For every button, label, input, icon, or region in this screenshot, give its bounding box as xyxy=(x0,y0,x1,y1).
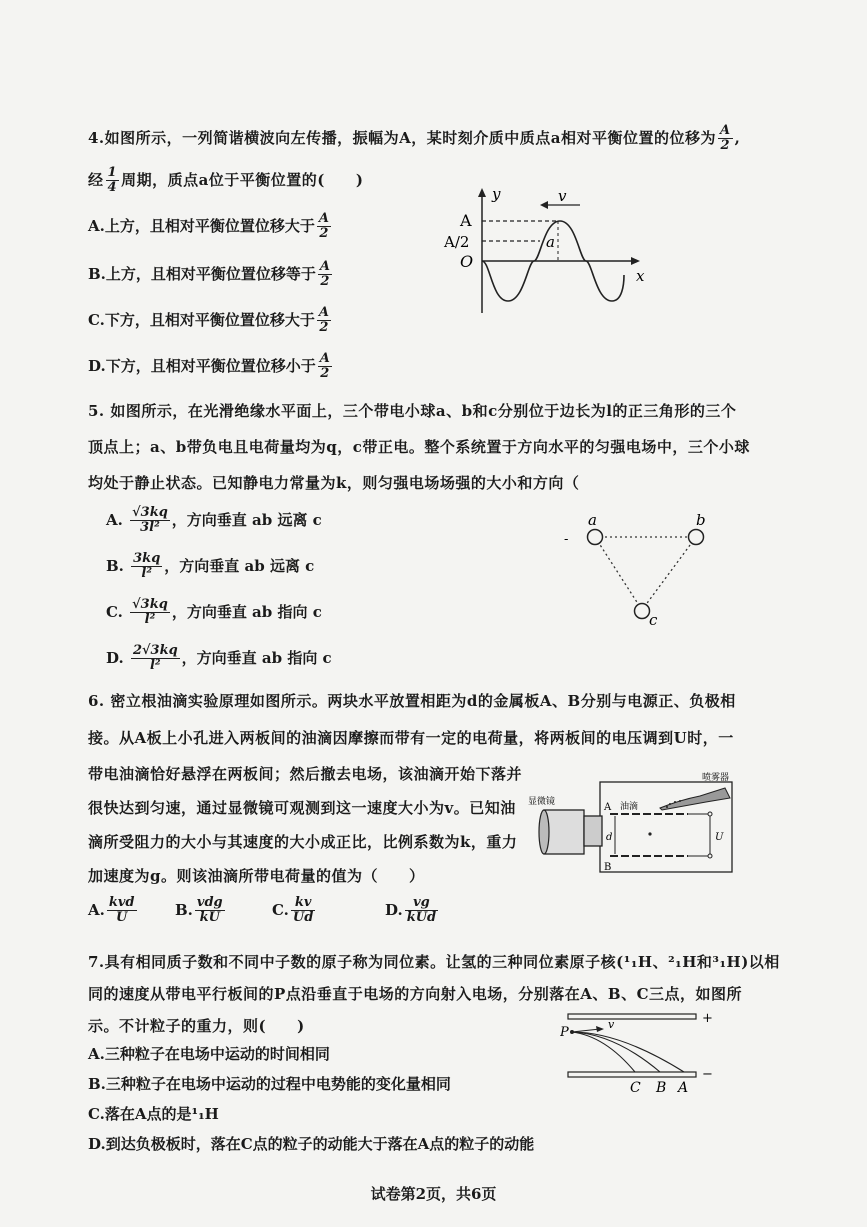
trajectory-a xyxy=(572,1032,684,1072)
frac-den: U xyxy=(116,910,128,926)
frac-den: 4 xyxy=(107,180,118,196)
ball-b xyxy=(689,530,704,545)
q6-option-c[interactable] xyxy=(272,896,317,926)
b-label: B xyxy=(656,1080,667,1096)
ball-c xyxy=(635,604,650,619)
option-frac xyxy=(195,896,225,926)
velocity-arrow xyxy=(572,1029,600,1032)
option-text: ，方向垂直 ab 指向 c xyxy=(171,602,322,621)
option-label: A. xyxy=(106,510,123,529)
y-label: y xyxy=(492,185,501,203)
q6-option-d[interactable] xyxy=(385,896,440,926)
q4-line1-frac xyxy=(718,124,733,154)
q6-line1: 6. 密立根油滴实验原理如图所示。两块水平放置相距为d的金属板A、B分别与电源正、负极相 xyxy=(88,692,736,710)
frac-num: 3kq xyxy=(133,551,161,566)
q7-option-a[interactable]: A.三种粒子在电场中运动的时间相同 xyxy=(88,1045,330,1063)
frac-den: l² xyxy=(149,658,161,674)
frac-num: 2√3kq xyxy=(132,643,178,658)
frac-num: kvd xyxy=(108,895,135,910)
label-b: b xyxy=(696,511,706,529)
frac-den: l² xyxy=(141,566,153,582)
side-ac xyxy=(595,537,642,610)
frac-num: kv xyxy=(291,896,315,911)
sprayer-label: 喷雾器 xyxy=(702,773,730,783)
option-frac xyxy=(318,260,332,290)
q6-line6: 加速度为g。则该油滴所带电荷量的值为（ ） xyxy=(88,867,425,885)
option-frac xyxy=(318,352,332,382)
frac-den: Ud xyxy=(292,910,314,926)
microscope-lens xyxy=(539,810,549,854)
point-p xyxy=(570,1030,574,1034)
option-frac xyxy=(131,644,180,674)
q4-line1-text: 4.如图所示，一列简谐横波向左传播，振幅为A，某时刻介质中质点a相对平衡位置的位移为 xyxy=(88,128,717,147)
frac-num: √3kq xyxy=(132,597,168,612)
frac-num: A xyxy=(318,211,329,226)
page-footer: 试卷第2页，共6页 xyxy=(370,1185,497,1203)
option-label: B. xyxy=(175,900,193,919)
frac-num: vg xyxy=(405,896,438,911)
option-text: ，方向垂直 ab 远离 c xyxy=(164,556,315,575)
option-label: D. xyxy=(385,900,403,919)
q7-option-c[interactable]: C.落在A点的是¹₁H xyxy=(88,1105,219,1123)
q4-line2 xyxy=(88,166,363,196)
option-text: D.下方，且相对平衡位置位移小于 xyxy=(88,356,316,375)
option-text: ，方向垂直 ab 指向 c xyxy=(181,648,332,667)
minus-mark: - xyxy=(564,532,569,547)
q7-line2: 同的速度从带电平行板间的P点沿垂直于电场的方向射入电场，分别落在A、B、C三点，如图所 xyxy=(88,985,743,1003)
q7-line1: 7.具有相同质子数和不同中子数的原子称为同位素。让氢的三种同位素原子核(¹₁H、²₁H和³₁H)以相 xyxy=(88,953,780,971)
velocity-arrow-head xyxy=(596,1026,604,1032)
half-amplitude-label: A/2 xyxy=(444,233,470,251)
frac-den: 2 xyxy=(319,226,329,242)
distance-label: d xyxy=(606,832,613,843)
q6-line4: 很快达到匀速，通过显微镜可观测到这一速度大小为v。已知油 xyxy=(88,799,516,817)
q7-option-d[interactable]: D.到达负极板时，落在C点的粒子的动能大于落在A点的粒子的动能 xyxy=(88,1135,535,1153)
q7-option-b[interactable]: B.三种粒子在电场中运动的过程中电势能的变化量相同 xyxy=(88,1075,451,1093)
x-axis-arrow xyxy=(631,257,640,265)
q5-option-b[interactable] xyxy=(106,552,314,582)
option-frac xyxy=(130,506,170,536)
option-frac xyxy=(317,306,331,336)
p-label: P xyxy=(560,1025,569,1040)
option-text: A.上方，且相对平衡位置位移大于 xyxy=(88,216,315,235)
option-text: C.下方，且相对平衡位置位移大于 xyxy=(88,310,315,329)
q6-apparatus-figure xyxy=(520,768,745,876)
sprayer-nozzle xyxy=(660,788,730,810)
q4-line2-frac xyxy=(106,166,120,196)
option-frac xyxy=(317,212,331,242)
velocity-arrow-head xyxy=(540,201,548,209)
c-label: C xyxy=(630,1080,641,1096)
frac-den: 2 xyxy=(319,320,329,336)
option-frac xyxy=(107,896,137,926)
option-frac xyxy=(130,598,170,628)
option-frac xyxy=(405,896,438,926)
q5-line1: 5. 如图所示，在光滑绝缘水平面上，三个带电小球a、b和c分别位于边长为l的正三角形的三个 xyxy=(88,402,737,420)
option-label: A. xyxy=(88,900,105,919)
option-label: C. xyxy=(106,602,123,621)
frac-den: 3l² xyxy=(140,520,160,536)
q4-option-d[interactable] xyxy=(88,352,334,382)
x-label: x xyxy=(636,267,645,285)
ball-a xyxy=(588,530,603,545)
q5-triangle-figure xyxy=(560,510,720,630)
a-label: A xyxy=(678,1080,689,1096)
q4-line2-pre: 经 xyxy=(88,170,104,189)
q6-line2: 接。从A板上小孔进入两板间的油滴因摩擦而带有一定的电荷量，将两板间的电压调到U时，一 xyxy=(88,729,734,747)
q5-option-c[interactable] xyxy=(106,598,322,628)
q4-wave-figure xyxy=(440,185,660,320)
q5-line3: 均处于静止状态。已知静电力常量为k，则匀强电场场强的大小和方向（ xyxy=(88,474,580,492)
origin-label: O xyxy=(460,252,474,271)
q7-line3: 示。不计粒子的重力，则( ) xyxy=(88,1017,305,1035)
plate-b-label: B xyxy=(604,862,612,873)
microscope-label: 显微镜 xyxy=(528,797,556,807)
frac-den: 2 xyxy=(720,138,731,154)
frac-num: 1 xyxy=(107,165,118,180)
option-label: D. xyxy=(106,648,124,667)
option-label: B. xyxy=(106,556,124,575)
label-a: a xyxy=(588,511,597,529)
option-text: ，方向垂直 ab 远离 c xyxy=(171,510,322,529)
terminal-top xyxy=(708,812,712,816)
q6-line3: 带电油滴恰好悬浮在两板间；然后撤去电场，该油滴开始下落并 xyxy=(88,765,523,783)
plate-a-label: A xyxy=(604,802,612,813)
q6-option-a[interactable] xyxy=(88,896,139,926)
positive-plate xyxy=(568,1014,696,1019)
frac-den: 2 xyxy=(320,274,330,290)
microscope-body xyxy=(544,810,584,854)
frac-num: A xyxy=(318,305,329,320)
voltage-label: U xyxy=(715,832,724,843)
frac-num: √3kq xyxy=(132,505,168,520)
option-text: B.上方，且相对平衡位置位移等于 xyxy=(88,264,316,283)
frac-num: vdg xyxy=(196,895,223,910)
q5-line2: 顶点上；a、b带负电且电荷量均为q，c带正电。整个系统置于方向水平的匀强电场中，三个小球 xyxy=(88,438,750,456)
oil-label: 油滴 xyxy=(620,802,639,812)
terminal-bottom xyxy=(708,854,712,858)
q4-option-c[interactable] xyxy=(88,306,333,336)
q6-option-b[interactable] xyxy=(175,896,227,926)
v-label: v xyxy=(608,1018,615,1031)
q6-line5: 滴所受阻力的大小与其速度的大小成正比，比例系数为k，重力 xyxy=(88,833,518,851)
oil-drop xyxy=(648,832,651,835)
frac-den: l² xyxy=(144,612,156,628)
plus-label: + xyxy=(702,1011,713,1026)
minus-label: − xyxy=(702,1067,713,1082)
label-c: c xyxy=(649,611,658,629)
q4-line1: 4.如图所示，一列简谐横波向左传播，振幅为A，某时刻介质中质点a相对平衡位置的位移为 $\frac{A}{2}$ , xyxy=(88,123,741,154)
frac-num: A xyxy=(319,259,330,274)
frac-den: kU xyxy=(199,910,220,926)
q4-line2-post: 周期，质点a位于平衡位置的( ) xyxy=(121,170,364,189)
point-a-label: a xyxy=(546,233,555,251)
option-frac xyxy=(291,896,315,926)
option-label: C. xyxy=(272,900,289,919)
frac-den: kUd xyxy=(406,910,437,926)
q5-option-a[interactable] xyxy=(106,506,322,536)
frac-den: 2 xyxy=(320,366,330,382)
q7-plates-figure xyxy=(560,1006,720,1096)
negative-plate xyxy=(568,1072,696,1077)
q5-option-d[interactable] xyxy=(106,644,332,674)
y-axis-arrow xyxy=(478,188,486,197)
microscope-tube xyxy=(584,816,602,846)
frac-num: A xyxy=(720,123,731,138)
frac-num: A xyxy=(319,351,330,366)
q4-option-b[interactable] xyxy=(88,260,334,290)
option-frac xyxy=(131,552,162,582)
q4-option-a[interactable] xyxy=(88,212,333,242)
amplitude-label: A xyxy=(460,211,472,230)
side-bc xyxy=(642,537,696,610)
velocity-label: v xyxy=(558,187,567,205)
